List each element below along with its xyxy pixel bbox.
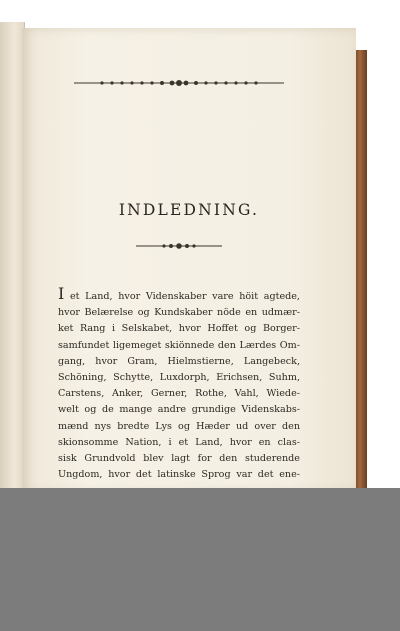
text-line: Schöning, Schytte, Luxdorph, Erichsen, Suhm, — [58, 372, 300, 384]
text-line: welt og de mange andre grundige Videnskabs- — [58, 404, 300, 416]
text-line: ket Rang i Selskabet, hvor Hoffet og Borger- — [58, 323, 300, 335]
text-line: samfundet ligemeget skiönnede den Lærdes Om- — [58, 339, 300, 351]
gray-overlay-bar — [0, 488, 400, 631]
text-line: skionsomme Nation, i et Land, hvor en clas- — [58, 436, 300, 448]
body-paragraph — [58, 286, 300, 483]
text-line: Ungdom, hvor det latinske Sprog var det ene- — [58, 469, 300, 481]
text-line: Carstens, Anker, Gerner, Rothe, Vahl, Wiede- — [58, 388, 300, 400]
text-line: gang, hvor Gram, Hielmstierne, Langebeck, — [58, 355, 300, 367]
text-line: sisk Grundvold blev lagt for den studerende — [58, 453, 300, 465]
ornamental-rule-icon — [134, 241, 224, 251]
text-line: I et Land, hvor Videnskaber vare höit agtede, — [58, 286, 300, 303]
ornamental-rule-icon — [72, 78, 286, 88]
text-line: hvor Belærelse og Kundskaber nöde en udmær- — [58, 307, 300, 319]
book-cover-edge — [355, 50, 367, 490]
chapter-heading: INDLEDNING. — [118, 201, 260, 219]
text-line: mænd nys bredte Lys og Hæder ud over den — [58, 420, 300, 432]
